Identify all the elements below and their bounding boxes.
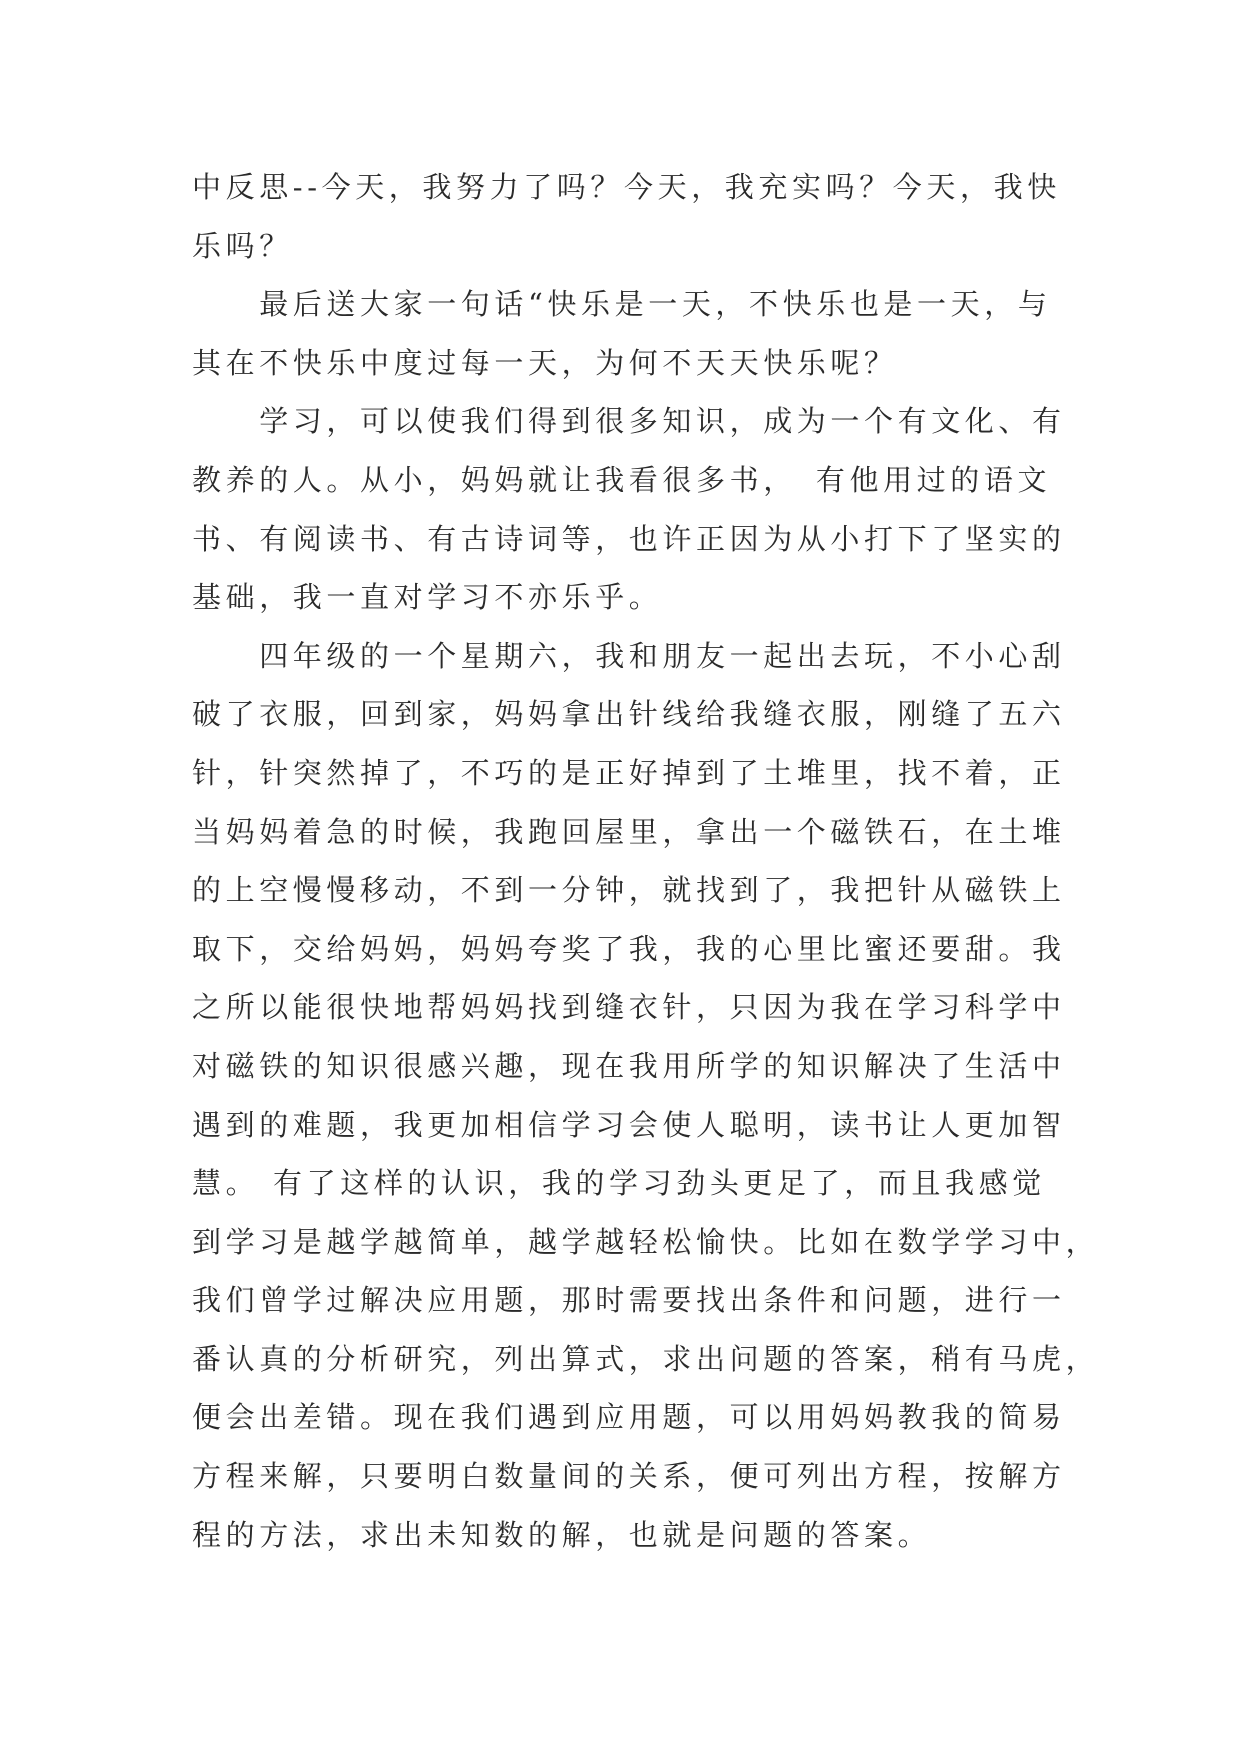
text-line: 破了衣服，回到家，妈妈拿出针线给我缝衣服，刚缝了五六: [192, 697, 1066, 732]
text-line: 慧。 有了这样的认识，我的学习劲头更足了，而且我感觉: [192, 1166, 1046, 1201]
text-line: 方程来解，只要明白数量间的关系，便可列出方程，按解方: [192, 1459, 1066, 1494]
text-line: 番认真的分析研究，列出算式，求出问题的答案，稍有马虎，: [192, 1341, 1100, 1376]
text-line: 乐吗？: [192, 228, 293, 263]
text-line: 到学习是越学越简单，越学越轻松愉快。比如在数学学习中，: [192, 1224, 1100, 1259]
text-line: 之所以能很快地帮妈妈找到缝衣针，只因为我在学习科学中: [192, 990, 1066, 1025]
text-line: 当妈妈着急的时候，我跑回屋里，拿出一个磁铁石，在土堆: [192, 814, 1066, 849]
text-line: 中反思--今天，我努力了吗？今天，我充实吗？今天，我快: [192, 170, 1061, 204]
text-line: 针，针突然掉了，不巧的是正好掉到了土堆里，找不着，正: [192, 755, 1066, 790]
text-line: 便会出差错。现在我们遇到应用题，可以用妈妈教我的简易: [192, 1400, 1066, 1435]
text-line: 基础，我一直对学习不亦乐乎。: [192, 580, 663, 615]
text-line: 书、有阅读书、有古诗词等，也许正因为从小打下了坚实的: [192, 521, 1066, 556]
text-line: 四年级的一个星期六，我和朋友一起出去玩，不小心刮: [192, 638, 1066, 673]
text-line: 最后送大家一句话“快乐是一天，不快乐也是一天，与: [192, 287, 1052, 322]
text-line: 取下，交给妈妈，妈妈夸奖了我，我的心里比蜜还要甜。我: [192, 931, 1066, 966]
text-line: 学习，可以使我们得到很多知识，成为一个有文化、有: [192, 404, 1066, 439]
text-line: 我们曾学过解决应用题，那时需要找出条件和问题，进行一: [192, 1283, 1066, 1318]
document-text: [192, 158, 1100, 1564]
text-line: 其在不快乐中度过每一天，为何不天天快乐呢？: [192, 345, 898, 380]
text-line: 对磁铁的知识很感兴趣，现在我用所学的知识解决了生活中: [192, 1048, 1066, 1083]
text-line: 的上空慢慢移动，不到一分钟，就找到了，我把针从磁铁上: [192, 873, 1066, 908]
text-line: 教养的人。从小，妈妈就让我看很多书， 有他用过的语文: [192, 462, 1052, 497]
text-line: 遇到的难题，我更加相信学习会使人聪明，读书让人更加智: [192, 1107, 1066, 1142]
text-line: 程的方法，求出未知数的解，也就是问题的答案。: [192, 1517, 932, 1552]
